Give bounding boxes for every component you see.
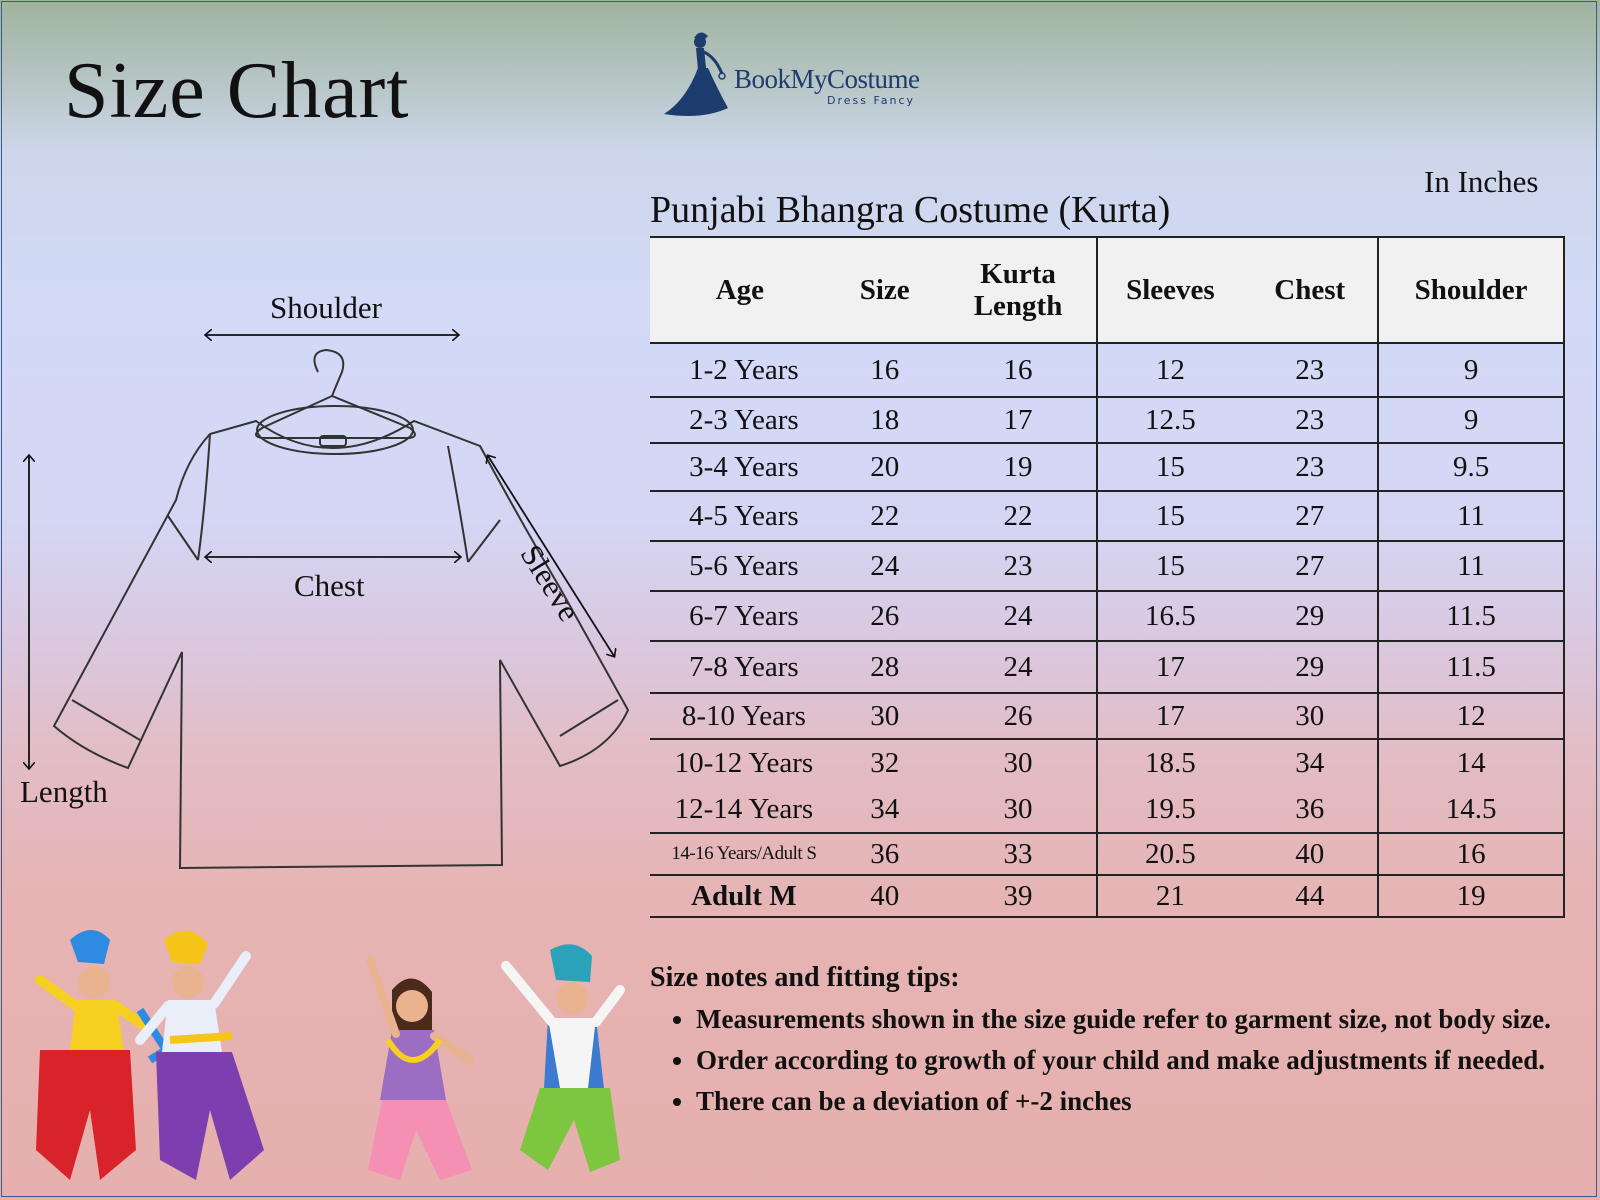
length-cell: 22: [940, 491, 1098, 541]
length-cell: 24: [940, 641, 1098, 693]
table-row: [650, 491, 1564, 541]
chest-label: Chest: [294, 568, 365, 603]
length-cell: 39: [940, 875, 1098, 917]
table-row: [650, 443, 1564, 491]
table-row: [650, 833, 1564, 875]
size-cell: 32: [870, 747, 900, 779]
sleeves-cell: 15: [1097, 541, 1242, 591]
chest-cell: 23: [1242, 443, 1378, 491]
note-item: • There can be a deviation of +-2 inches: [696, 1082, 1596, 1123]
size-cell: 16: [830, 343, 940, 397]
chest-cell: 36: [1242, 787, 1378, 833]
shoulder-cell: 14.5: [1378, 787, 1564, 833]
shoulder-cell: 9.5: [1378, 443, 1564, 491]
dancer-icon: [506, 944, 620, 1172]
shoulder-cell: 12: [1378, 693, 1564, 739]
age-cell: Adult M: [650, 875, 830, 917]
dancer-icon: [368, 960, 472, 1180]
chest-cell: 27: [1242, 541, 1378, 591]
size-cell: 28: [830, 641, 940, 693]
size-cell: 34: [830, 787, 940, 833]
age-cell: 8-10 Years: [650, 693, 830, 739]
length-label: Length: [20, 774, 108, 809]
length-cell: 30: [940, 787, 1098, 833]
table-row: [650, 591, 1564, 641]
bhangra-dancers-illustration: [0, 0, 640, 1200]
product-title: Punjabi Bhangra Costume (Kurta): [650, 189, 1171, 231]
size-cell: 24: [830, 541, 940, 591]
header-age: Age: [650, 237, 830, 343]
chest-cell: 29: [1242, 641, 1378, 693]
sleeves-cell: 16.5: [1097, 591, 1242, 641]
sleeves-cell: 20.5: [1097, 833, 1242, 875]
shoulder-cell: 11: [1378, 491, 1564, 541]
shoulder-cell: 9: [1378, 397, 1564, 443]
header-kurta-length: [940, 237, 1098, 343]
chest-cell: 23: [1242, 343, 1378, 397]
table-row: [650, 875, 1564, 917]
sleeves-cell: 21: [1097, 875, 1242, 917]
chest-cell: 34: [1295, 747, 1325, 779]
header-chest: Chest: [1242, 237, 1378, 343]
size-cell: 18: [830, 397, 940, 443]
lady-silhouette-icon: [662, 28, 742, 124]
shoulder-cell: 19: [1378, 875, 1564, 917]
chest-cell: 30: [1242, 693, 1378, 739]
length-cell: 16: [940, 343, 1098, 397]
unit-note: In Inches: [1424, 164, 1539, 199]
table-row: [650, 397, 1564, 443]
table-row: [650, 343, 1564, 397]
note-item: • Order according to growth of your child and make adjustments if needed.: [696, 1041, 1596, 1082]
header-size: Size: [830, 237, 940, 343]
sleeves-cell: 12.5: [1097, 397, 1242, 443]
sleeve-label: Sleeve: [513, 538, 588, 628]
age-cell: 14-16 Years/Adult S: [650, 833, 830, 875]
header-shoulder: Shoulder: [1378, 237, 1564, 343]
shoulder-cell: 9: [1378, 343, 1564, 397]
brand-logo[interactable]: [662, 28, 942, 124]
shoulder-cell: 11.5: [1378, 591, 1564, 641]
chest-cell: 29: [1242, 591, 1378, 641]
table-row: [650, 541, 1564, 591]
size-table: [650, 236, 1565, 918]
page-title: Size Chart: [64, 47, 410, 135]
header-kurta-length-line2: Length: [973, 290, 1063, 322]
table-row: [650, 787, 1564, 833]
age-cell: 2-3 Years: [650, 397, 830, 443]
table-row: [650, 739, 1564, 787]
notes-heading: Size notes and fitting tips:: [650, 962, 960, 993]
note-item: • Measurements shown in the size guide refer to garment size, not body size.: [696, 1000, 1596, 1041]
sleeves-cell: 19.5: [1097, 787, 1242, 833]
chest-cell: 23: [1242, 397, 1378, 443]
header-sleeves: Sleeves: [1097, 237, 1242, 343]
table-header-row: [650, 237, 1564, 343]
age-cell: 1-2 Years: [650, 343, 830, 397]
sleeves-cell: 17: [1097, 693, 1242, 739]
size-cell: 40: [830, 875, 940, 917]
shoulder-cell: 16: [1378, 833, 1564, 875]
shoulder-cell: 11: [1378, 541, 1564, 591]
header-kurta-length-line1: Kurta: [980, 258, 1056, 290]
table-row: [650, 641, 1564, 693]
length-cell: 17: [940, 397, 1098, 443]
brand-tagline: Dress Fancy: [827, 94, 916, 107]
age-cell: 7-8 Years: [650, 641, 830, 693]
chest-cell: 27: [1242, 491, 1378, 541]
table-row: [650, 693, 1564, 739]
sleeves-cell: 17: [1097, 641, 1242, 693]
length-cell: 24: [940, 591, 1098, 641]
brand-name: BookMyCostume: [734, 64, 920, 94]
age-cell: 12-14 Years: [650, 787, 830, 833]
sleeves-cell: 15: [1097, 443, 1242, 491]
size-cell: 36: [830, 833, 940, 875]
shoulder-cell: 14: [1378, 739, 1564, 787]
age-cell: 6-7 Years: [650, 591, 830, 641]
length-cell: 23: [940, 541, 1098, 591]
length-cell: 30: [1003, 747, 1033, 779]
age-cell: 10-12 Years: [674, 747, 814, 779]
sleeves-cell: 12: [1097, 343, 1242, 397]
chest-cell: 44: [1242, 875, 1378, 917]
age-cell: 5-6 Years: [650, 541, 830, 591]
size-cell: 30: [830, 693, 940, 739]
notes-list: [670, 1000, 1596, 1123]
size-cell: 22: [830, 491, 940, 541]
dancer-icon: [36, 930, 166, 1180]
length-cell: 19: [940, 443, 1098, 491]
length-cell: 33: [940, 833, 1098, 875]
shoulder-cell: 11.5: [1378, 641, 1564, 693]
size-cell: 20: [830, 443, 940, 491]
shoulder-label: Shoulder: [270, 290, 382, 325]
chest-cell: 40: [1242, 833, 1378, 875]
sleeves-cell: 18.5: [1097, 739, 1242, 787]
sleeves-cell: 15: [1097, 491, 1242, 541]
age-cell: 4-5 Years: [650, 491, 830, 541]
size-cell: 26: [830, 591, 940, 641]
length-cell: 26: [940, 693, 1098, 739]
age-cell: 3-4 Years: [650, 443, 830, 491]
dancer-icon: [140, 931, 264, 1180]
